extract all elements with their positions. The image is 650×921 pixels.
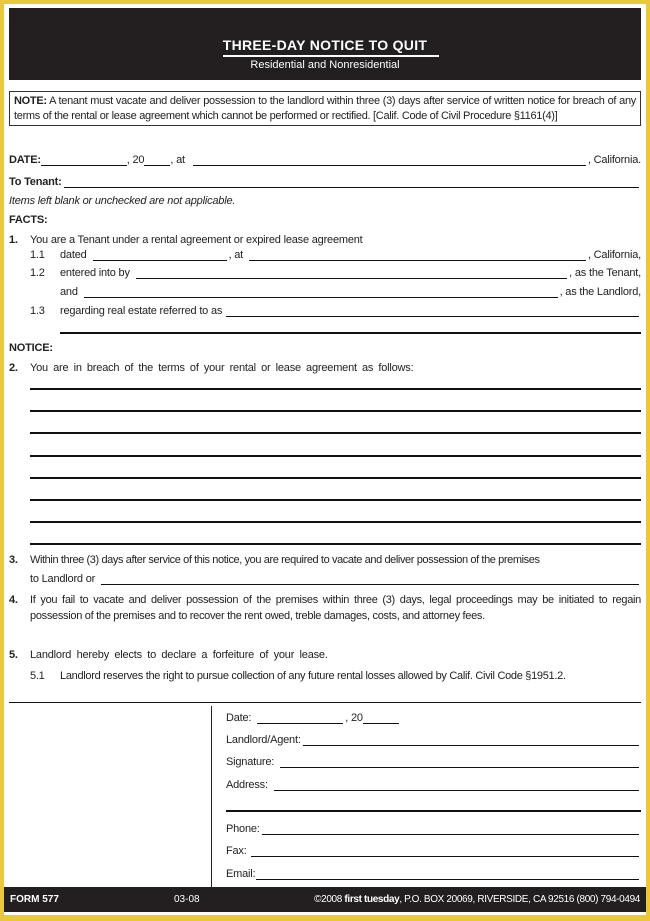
fax-label: Fax: (226, 845, 247, 857)
date-label: DATE: (9, 154, 41, 166)
fact-1-1 (9, 246, 641, 261)
form-sheet (4, 4, 646, 915)
property-field-line-2[interactable] (60, 332, 641, 334)
form-header (9, 8, 641, 80)
landlord-agent-field[interactable] (303, 733, 639, 746)
dated-field[interactable] (93, 248, 227, 261)
breach-line[interactable] (30, 388, 641, 390)
fax-field[interactable] (251, 844, 639, 857)
item-text: Within three (3) days after service of this notice, you are required to vacate and deliver possession of the premises (30, 554, 540, 566)
landlord-agent-label: Landlord/Agent: (226, 734, 301, 746)
brand-name: first tuesday (344, 894, 400, 905)
item-text: You are a Tenant under a rental agreement or expired lease agreement (30, 234, 363, 246)
revision-date: 03-08 (174, 894, 200, 905)
at-label: , at (170, 154, 185, 166)
at-label: , at (228, 249, 244, 261)
note-box (9, 91, 641, 126)
sig-year-label: , 20 (345, 712, 363, 724)
tenant-name-field[interactable] (136, 266, 567, 279)
fax-row (226, 842, 641, 857)
dated-label: dated (60, 249, 87, 261)
address-row (226, 776, 641, 791)
phone-label: Phone: (226, 823, 260, 835)
item-number: 1.1 (30, 249, 45, 261)
breach-line[interactable] (30, 521, 641, 523)
address-field-line-2[interactable] (226, 810, 641, 812)
sig-year-field[interactable] (363, 711, 399, 724)
breach-line[interactable] (30, 455, 641, 457)
tenant-role-label: , as the Tenant, (569, 267, 641, 279)
item-number: 1. (9, 234, 18, 246)
email-row (226, 865, 641, 880)
item-number: 1.2 (30, 267, 45, 279)
form-title: THREE-DAY NOTICE TO QUIT (222, 37, 428, 53)
signature-divider (211, 706, 212, 887)
property-label: regarding real estate referred to as (60, 305, 223, 317)
phone-row (226, 820, 641, 835)
item-text: If you fail to vacate and deliver possession of the premises within three (3) days, legal proceedings may be initiated to regain possession of the premises and to recover the rent owed, treble damages, costs, and attorney fees. (30, 594, 641, 622)
breach-line[interactable] (30, 543, 641, 545)
publisher-address: , P.O. BOX 20069, RIVERSIDE, CA 92516 (800) 794-0494 (399, 894, 640, 905)
signature-label: Signature: (226, 756, 275, 768)
tenant-label: To Tenant: (9, 176, 62, 188)
breach-line[interactable] (30, 410, 641, 412)
tenant-row (9, 173, 641, 188)
breach-line[interactable] (30, 432, 641, 434)
item-number: 4. (9, 594, 18, 606)
copyright: ©2008 (314, 894, 345, 905)
sig-date-row (226, 709, 641, 724)
notice-5 (9, 646, 641, 661)
fact-1-2-landlord (9, 283, 641, 298)
note-label: NOTE: (14, 95, 47, 107)
fact-1 (9, 231, 641, 246)
address-label: Address: (226, 779, 268, 791)
address-field[interactable] (274, 778, 639, 791)
signature-row (226, 753, 641, 768)
fact-1-2 (9, 264, 641, 279)
city-field[interactable] (193, 153, 586, 166)
item-number: 1.3 (30, 305, 45, 317)
item-number: 2. (9, 362, 18, 374)
breach-line[interactable] (30, 499, 641, 501)
item-text: Landlord hereby elects to declare a forfeiture of your lease. (30, 649, 328, 661)
notice-2 (9, 359, 641, 374)
item-text: You are in breach of the terms of your rental or lease agreement as follows: (30, 362, 414, 374)
date-field[interactable] (41, 153, 127, 166)
tenant-field[interactable] (64, 175, 639, 188)
title-underline (223, 55, 439, 57)
state-label: , California. (587, 154, 641, 166)
form-footer (4, 887, 646, 912)
item-number: 5. (9, 649, 18, 661)
date-row (9, 151, 641, 166)
note-text: A tenant must vacate and deliver possession to the landlord within three (3) days after service of written notice for breach of any terms of the rental or lease agreement which cannot be performed or rectified. [Calif. Code of Civil Procedure §1161(4)] (14, 95, 636, 122)
and-label: and (60, 286, 78, 298)
sig-date-field[interactable] (257, 711, 343, 724)
landlord-name-field[interactable] (84, 285, 558, 298)
notice-3 (9, 553, 641, 569)
item-number: 3. (9, 554, 18, 566)
notice-heading: NOTICE: (9, 342, 53, 354)
alternate-recipient-field[interactable] (101, 572, 639, 585)
form-subtitle: Residential and Nonresidential (250, 59, 400, 71)
facts-heading: FACTS: (9, 214, 48, 226)
items-note: Items left blank or unchecked are not applicable. (9, 195, 236, 207)
year-label: , 20 (126, 154, 145, 166)
item-text: Landlord reserves the right to pursue collection of any future rental losses allowed by Calif. Civil Code §1951.2. (60, 670, 566, 682)
notice-5-1 (9, 669, 641, 685)
fact-1-3 (9, 302, 641, 317)
property-field[interactable] (226, 304, 639, 317)
year-field[interactable] (144, 153, 170, 166)
state-label: , California, (587, 249, 641, 261)
breach-line[interactable] (30, 477, 641, 479)
notice-3-line2 (9, 570, 641, 585)
email-label: Email: (226, 868, 256, 880)
sig-date-label: Date: (226, 712, 252, 724)
landlord-role-label: , as the Landlord, (559, 286, 641, 298)
item-number: 5.1 (30, 670, 45, 682)
entered-label: entered into by (60, 267, 130, 279)
landlord-or-label: to Landlord or (30, 573, 96, 585)
place-field[interactable] (249, 248, 586, 261)
landlord-agent-row (226, 731, 641, 746)
signature-field[interactable] (280, 755, 639, 768)
section-divider (9, 702, 641, 703)
form-number: FORM 577 (10, 894, 59, 905)
email-field[interactable] (256, 867, 639, 880)
phone-field[interactable] (262, 822, 639, 835)
notice-4 (9, 593, 641, 624)
